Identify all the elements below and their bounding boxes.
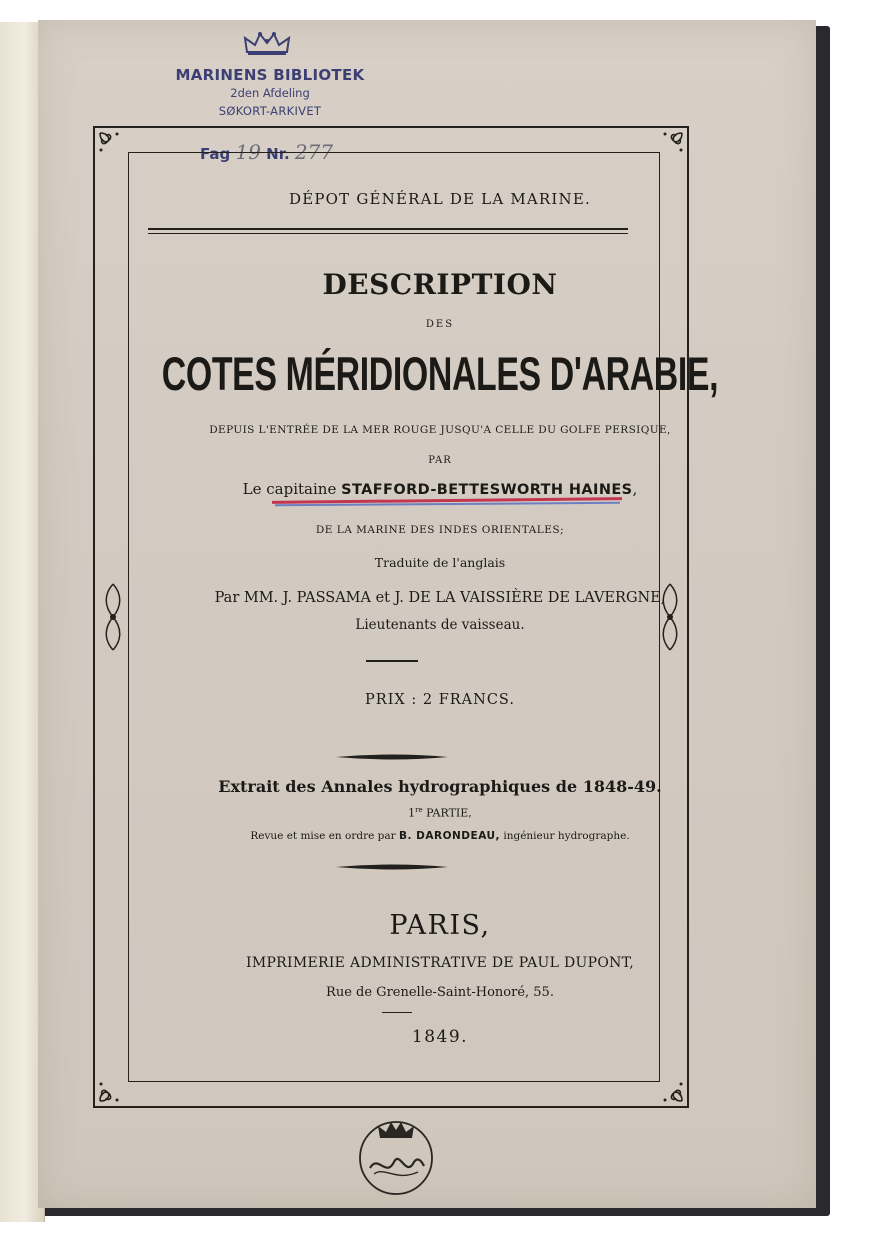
- header-rule-thin: [148, 233, 628, 234]
- swell-rule: [336, 752, 448, 762]
- header-rule: [148, 228, 628, 230]
- par-label: PAR: [428, 455, 452, 466]
- nr-value: 277: [294, 140, 334, 164]
- depot-heading: DÉPOT GÉNÉRAL DE LA MARINE.: [289, 190, 591, 208]
- corner-ornament-icon: [97, 1076, 125, 1104]
- author-name: STAFFORD-BETTESWORTH HAINES: [341, 482, 633, 498]
- corner-ornament-icon: [97, 130, 125, 158]
- library-stamp: [150, 66, 390, 118]
- translators-rank: Lieutenants de vaisseau.: [355, 617, 525, 633]
- title-description: DESCRIPTION: [322, 268, 558, 301]
- part-text: PARTIE,: [422, 806, 472, 820]
- imprint-address: Rue de Grenelle-Saint-Honoré, 55.: [326, 985, 554, 1000]
- title-des: DES: [425, 319, 455, 330]
- stamp-archive: SØKORT-ARKIVET: [218, 104, 322, 118]
- crown-stamp-icon: [242, 30, 292, 56]
- editor-line: [0, 830, 880, 842]
- editor-prefix: Revue et mise en ordre par: [250, 830, 396, 842]
- fag-value: 19: [235, 140, 261, 164]
- subtitle-depuis: DEPUIS L'ENTRÉE DE LA MER ROUGE JUSQU'A CELLE DU GOLFE PERSIQUE,: [209, 424, 671, 436]
- imprint-year: 1849.: [411, 1027, 469, 1047]
- editor-name: B. DARONDEAU,: [399, 830, 501, 842]
- crowned-monogram-seal-icon: [356, 1116, 436, 1196]
- extract-line: Extrait des Annales hydrographiques de 1848-49.: [218, 777, 662, 796]
- author-prefix: Le capitaine: [242, 480, 337, 498]
- corner-ornament-icon: [657, 1076, 685, 1104]
- author-line: [0, 480, 880, 498]
- main-title: COTES MÉRIDIONALES D'ARABIE,: [161, 347, 719, 400]
- swell-rule: [336, 862, 448, 872]
- part-superscript: re: [415, 806, 423, 814]
- nr-label: Nr.: [266, 145, 290, 163]
- translation-note: Traduite de l'anglais: [374, 555, 506, 570]
- editor-suffix: ingénieur hydrographe.: [503, 830, 630, 842]
- imprint-printer: IMPRIMERIE ADMINISTRATIVE DE PAUL DUPONT,: [246, 955, 634, 971]
- price-line: PRIX : 2 FRANCS.: [365, 692, 515, 708]
- imprint-city: PARIS,: [389, 910, 491, 941]
- fag-label: Fag: [200, 145, 231, 163]
- marine-line: DE LA MARINE DES INDES ORIENTALES;: [315, 524, 565, 536]
- short-rule: [366, 660, 418, 662]
- corner-ornament-icon: [657, 130, 685, 158]
- translators-line: Par MM. J. PASSAMA et J. DE LA VAISSIÈRE DE LAVERGNE,: [214, 590, 666, 606]
- short-rule: [382, 1012, 412, 1013]
- stamp-library-name: MARINENS BIBLIOTEK: [175, 66, 365, 84]
- stamp-division: 2den Afdeling: [230, 86, 310, 100]
- part-line: [0, 806, 880, 820]
- author-suffix: ,: [632, 480, 638, 498]
- part-number: 1: [408, 806, 416, 820]
